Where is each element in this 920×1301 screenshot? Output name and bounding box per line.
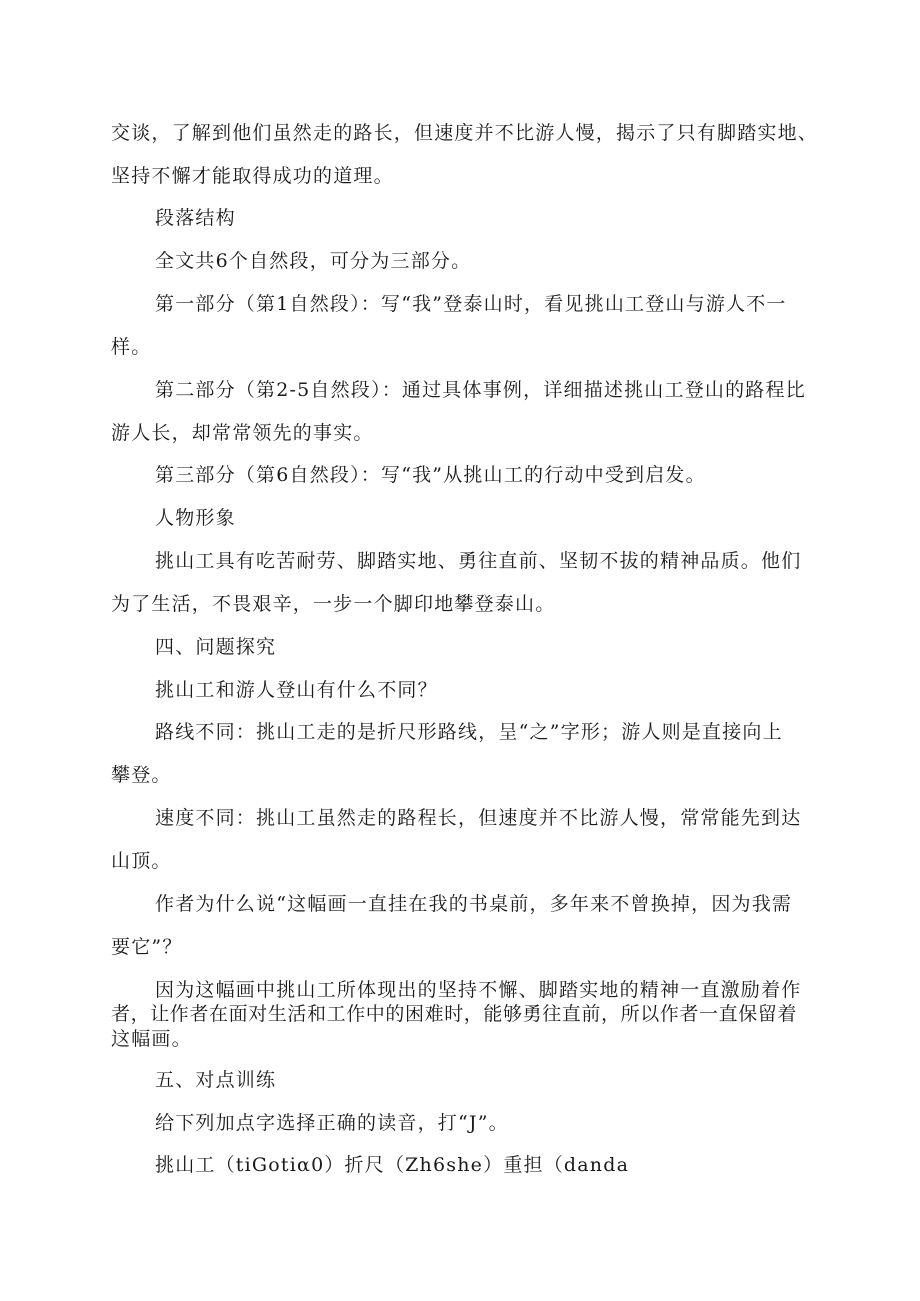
text-line: 为了生活，不畏艰辛，一步一个脚印地攀登泰山。 (111, 593, 556, 615)
text-line: 挑山工具有吃苦耐劳、脚踏实地、勇往直前、坚韧不拔的精神品质。他们 (155, 550, 802, 572)
text-line: 这幅画。 (111, 1028, 192, 1050)
text-line: 因为这幅画中挑山工所体现出的坚持不懈、脚踏实地的精神一直激励着作 (155, 979, 802, 1001)
question-line: 挑山工和游人登山有什么不同？ (155, 679, 438, 701)
text-line: 路线不同：挑山工走的是折尺形路线，呈“之”字形；游人则是直接向上 (155, 721, 783, 743)
text-line: 者，让作者在面对生活和工作中的困难时，能够勇往直前，所以作者一直保留着 (111, 1003, 798, 1025)
text-line: 坚持不懈才能取得成功的道理。 (111, 165, 394, 187)
text-line: 样。 (111, 336, 152, 358)
question-line: 作者为什么说“这幅画一直挂在我的书桌前，多年来不曾换掉，因为我需 (155, 893, 793, 915)
text-line: 交谈，了解到他们虽然走的路长，但速度并不比游人慢，揭示了只有脚踏实地、 (111, 122, 819, 144)
text-line: 第三部分（第6自然段）：写“我”从挑山工的行动中受到启发。 (155, 464, 706, 486)
question-line: 要它”？ (111, 936, 183, 958)
text-line: 山顶。 (111, 850, 172, 872)
text-line: 第二部分（第2-5自然段）：通过具体事例，详细描述挑山工登山的路程比 (155, 379, 806, 401)
text-line: 挑山工（tiGotiα0）折尺（Zh6she）重担（danda (155, 1154, 630, 1176)
text-line: 速度不同：挑山工虽然走的路程长，但速度并不比游人慢，常常能先到达 (155, 807, 802, 829)
section-heading: 五、对点训练 (155, 1069, 277, 1091)
section-heading: 四、问题探究 (155, 636, 277, 658)
text-line: 攀登。 (111, 764, 172, 786)
text-line: 第一部分（第1自然段）：写“我”登泰山时，看见挑山工登山与游人不一 (155, 293, 787, 315)
section-heading: 段落结构 (155, 207, 236, 229)
text-line: 全文共6个自然段，可分为三部分。 (155, 250, 472, 272)
section-heading: 人物形象 (155, 507, 236, 529)
text-line: 游人长，却常常领先的事实。 (111, 422, 374, 444)
text-line: 给下列加点字选择正确的读音，打“J”。 (155, 1112, 509, 1134)
